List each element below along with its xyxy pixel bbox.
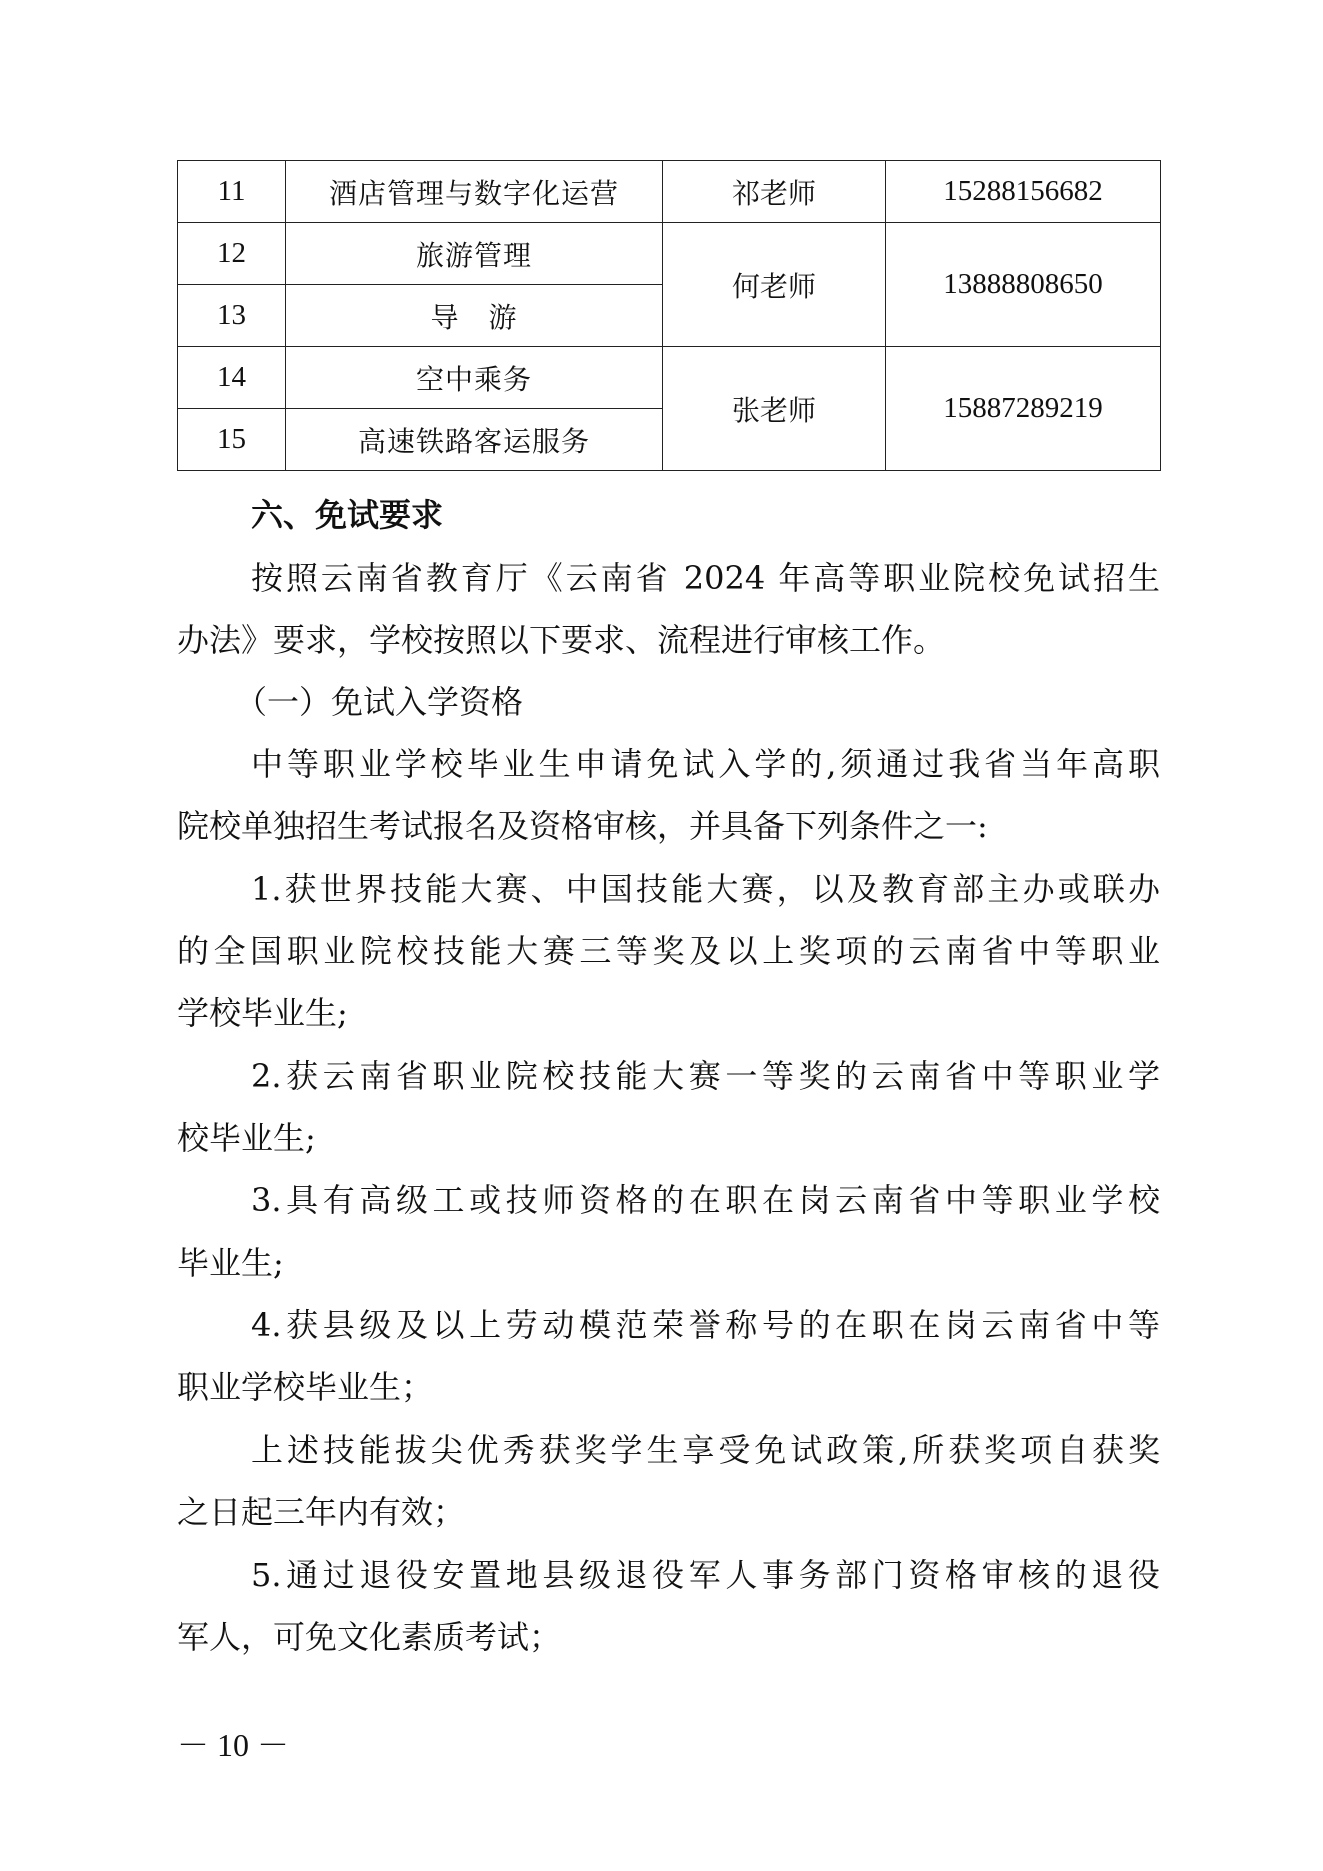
list-item-line: 军人，可免文化素质考试；	[177, 1618, 562, 1656]
list-item-line: 的全国职业院校技能大赛三等奖及以上奖项的云南省中等职业	[177, 932, 1160, 970]
major-name: 空中乘务	[286, 347, 663, 409]
list-item-line: 校毕业生;	[177, 1119, 316, 1157]
major-name: 导 游	[286, 285, 663, 347]
list-item-line: 学校毕业生;	[177, 994, 348, 1032]
contact-phone: 15288156682	[886, 161, 1161, 223]
subsection-heading: （一）免试入学资格	[235, 683, 524, 721]
list-item-line: 职业学校毕业生；	[177, 1368, 434, 1406]
contact-name: 何老师	[663, 223, 886, 347]
note-line: 之日起三年内有效；	[177, 1493, 466, 1531]
contact-name: 祁老师	[663, 161, 886, 223]
section-heading: 六、免试要求	[251, 496, 444, 534]
contact-phone: 15887289219	[886, 347, 1161, 471]
major-name: 旅游管理	[286, 223, 663, 285]
contact-phone: 13888808650	[886, 223, 1161, 347]
paragraph-line: 办法》要求，学校按照以下要求、流程进行审核工作。	[177, 621, 946, 659]
list-item-line: 毕业生;	[177, 1244, 284, 1282]
page-number: － 10 －	[177, 1727, 290, 1763]
paragraph-line: 院校单独招生考试报名及资格审核，并具备下列条件之一:	[177, 807, 988, 845]
list-item-line: 1.获世界技能大赛、中国技能大赛，以及教育部主办或联办	[251, 870, 1160, 908]
note-line: 上述技能拔尖优秀获奖学生享受免试政策,所获奖项自获奖	[251, 1431, 1160, 1469]
table-row	[178, 347, 1161, 409]
list-item-line: 2.获云南省职业院校技能大赛一等奖的云南省中等职业学	[251, 1057, 1160, 1095]
contact-table	[177, 160, 1161, 471]
list-item-line: 3.具有高级工或技师资格的在职在岗云南省中等职业学校	[251, 1181, 1160, 1219]
major-name: 酒店管理与数字化运营	[286, 161, 663, 223]
list-item-line: 4.获县级及以上劳动模范荣誉称号的在职在岗云南省中等	[251, 1306, 1160, 1344]
row-number: 13	[178, 285, 286, 347]
table-row	[178, 161, 1161, 223]
row-number: 12	[178, 223, 286, 285]
table-row	[178, 223, 1161, 285]
contact-name: 张老师	[663, 347, 886, 471]
row-number: 15	[178, 409, 286, 471]
major-name: 高速铁路客运服务	[286, 409, 663, 471]
paragraph-line: 按照云南省教育厅《云南省 2024 年高等职业院校免试招生	[251, 559, 1160, 597]
list-item-line: 5.通过退役安置地县级退役军人事务部门资格审核的退役	[251, 1556, 1160, 1594]
paragraph-line: 中等职业学校毕业生申请免试入学的,须通过我省当年高职	[251, 745, 1160, 783]
row-number: 14	[178, 347, 286, 409]
row-number: 11	[178, 161, 286, 223]
